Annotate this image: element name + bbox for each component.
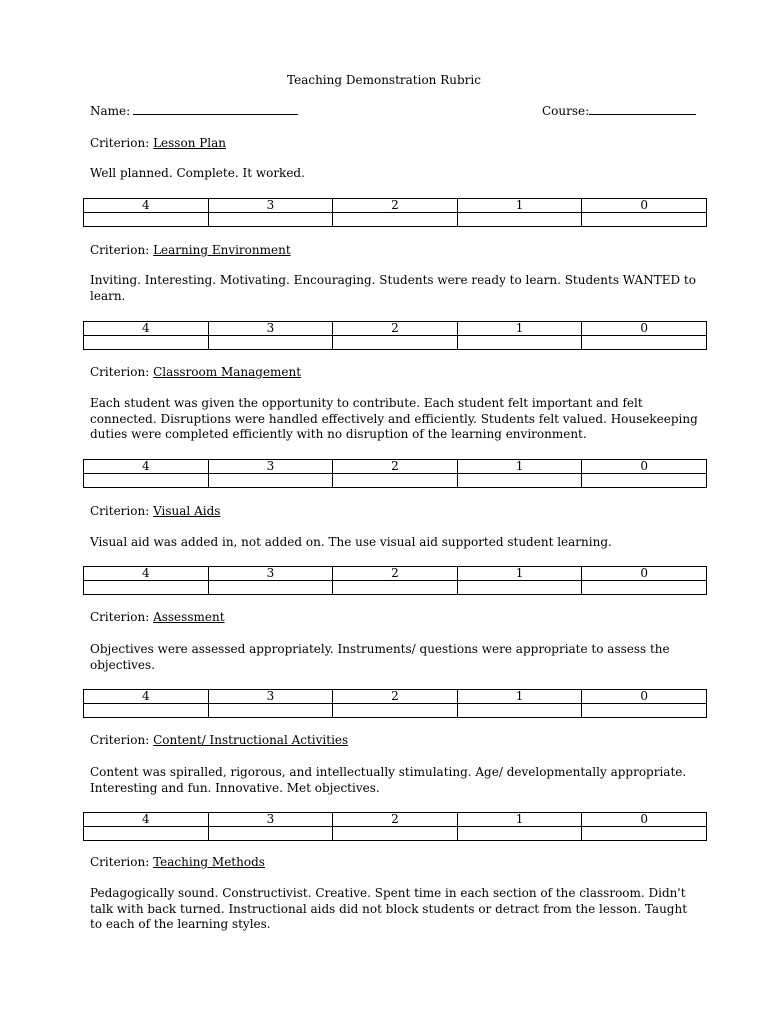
- name-field[interactable]: [90, 104, 298, 118]
- course-field[interactable]: [542, 104, 696, 118]
- score-cell-4[interactable]: [84, 581, 209, 595]
- criterion-description: Pedagogically sound. Constructivist. Creative. Spent time in each section of the classroom. Didn't talk with back turned. Instructional aids did not block students or detract from the lesson. Taught to each of the learning styles.: [90, 886, 688, 931]
- score-2: 2: [333, 567, 458, 581]
- course-label: Course:: [542, 104, 590, 118]
- criterion-prefix: Criterion:: [90, 136, 154, 150]
- score-2: 2: [333, 813, 458, 827]
- score-0: 0: [582, 690, 707, 704]
- score-1: 1: [457, 567, 582, 581]
- name-blank-line[interactable]: [133, 114, 298, 115]
- criterion-name: Lesson Plan: [153, 136, 227, 150]
- score-table: [83, 321, 707, 350]
- criterion-name: Teaching Methods: [153, 855, 265, 869]
- score-1: 1: [457, 460, 582, 474]
- score-3: 3: [208, 322, 333, 336]
- criterion-description: Content was spiralled, rigorous, and intellectually stimulating. Age/ developmentally appropriate. Interesting and fun. Innovative. Met objectives.: [90, 765, 687, 795]
- score-table: [83, 198, 707, 227]
- score-cell-4[interactable]: [84, 827, 209, 841]
- score-entry-row[interactable]: [84, 704, 707, 718]
- score-cell-0[interactable]: [582, 704, 707, 718]
- score-entry-row[interactable]: [84, 474, 707, 488]
- score-cell-0[interactable]: [582, 581, 707, 595]
- score-cell-4[interactable]: [84, 704, 209, 718]
- score-table: [83, 812, 707, 841]
- score-1: 1: [457, 813, 582, 827]
- score-cell-3[interactable]: [208, 336, 333, 350]
- score-cell-4[interactable]: [84, 213, 209, 227]
- score-cell-1[interactable]: [457, 336, 582, 350]
- score-2: 2: [333, 322, 458, 336]
- criterion-name: Assessment: [153, 610, 225, 624]
- score-cell-2[interactable]: [333, 581, 458, 595]
- score-entry-row[interactable]: [84, 336, 707, 350]
- score-2: 2: [333, 690, 458, 704]
- criterion-heading: [90, 243, 291, 257]
- score-cell-2[interactable]: [333, 213, 458, 227]
- criterion-heading: [90, 504, 220, 518]
- score-cell-1[interactable]: [457, 827, 582, 841]
- score-cell-0[interactable]: [582, 474, 707, 488]
- criterion-description: Each student was given the opportunity to contribute. Each student felt important and felt connected. Disruptions were handled effectively and efficiently. Students felt valued. Housekeeping duties were completed efficiently with no disruption of the learning environment.: [90, 396, 698, 441]
- criterion-description: Well planned. Complete. It worked.: [90, 166, 305, 180]
- score-cell-4[interactable]: [84, 474, 209, 488]
- score-header-row: [84, 199, 707, 213]
- score-header-row: [84, 690, 707, 704]
- score-cell-1[interactable]: [457, 474, 582, 488]
- score-4: 4: [84, 199, 209, 213]
- score-4: 4: [84, 460, 209, 474]
- score-table: [83, 566, 707, 595]
- score-table: [83, 459, 707, 488]
- score-3: 3: [208, 690, 333, 704]
- score-header-row: [84, 460, 707, 474]
- score-cell-4[interactable]: [84, 336, 209, 350]
- criterion-prefix: Criterion:: [90, 610, 154, 624]
- criterion-prefix: Criterion:: [90, 855, 154, 869]
- score-cell-3[interactable]: [208, 581, 333, 595]
- score-header-row: [84, 322, 707, 336]
- score-cell-3[interactable]: [208, 704, 333, 718]
- criterion-prefix: Criterion:: [90, 243, 154, 257]
- score-cell-3[interactable]: [208, 474, 333, 488]
- score-cell-2[interactable]: [333, 474, 458, 488]
- criterion-description: Inviting. Interesting. Motivating. Encouraging. Students were ready to learn. Students WANTED to learn.: [90, 273, 696, 303]
- score-0: 0: [582, 567, 707, 581]
- score-header-row: [84, 813, 707, 827]
- score-0: 0: [582, 322, 707, 336]
- score-1: 1: [457, 690, 582, 704]
- score-cell-2[interactable]: [333, 336, 458, 350]
- score-cell-0[interactable]: [582, 213, 707, 227]
- score-entry-row[interactable]: [84, 213, 707, 227]
- score-4: 4: [84, 813, 209, 827]
- score-entry-row[interactable]: [84, 581, 707, 595]
- criterion-name: Learning Environment: [153, 243, 291, 257]
- score-3: 3: [208, 199, 333, 213]
- criterion-heading: [90, 136, 226, 150]
- score-cell-3[interactable]: [208, 213, 333, 227]
- criterion-name: Content/ Instructional Activities: [153, 733, 349, 747]
- score-cell-1[interactable]: [457, 213, 582, 227]
- score-entry-row[interactable]: [84, 827, 707, 841]
- criterion-name: Classroom Management: [153, 365, 302, 379]
- score-cell-1[interactable]: [457, 704, 582, 718]
- score-0: 0: [582, 813, 707, 827]
- criterion-heading: [90, 733, 348, 747]
- criterion-description: Visual aid was added in, not added on. The use visual aid supported student learning.: [90, 535, 612, 549]
- criterion-description: Objectives were assessed appropriately. Instruments/ questions were appropriate to assess the objectives.: [90, 642, 670, 672]
- score-1: 1: [457, 322, 582, 336]
- score-4: 4: [84, 567, 209, 581]
- name-label: Name:: [90, 104, 131, 118]
- criterion-prefix: Criterion:: [90, 365, 154, 379]
- score-3: 3: [208, 813, 333, 827]
- criterion-heading: [90, 855, 265, 869]
- score-cell-0[interactable]: [582, 827, 707, 841]
- score-2: 2: [333, 199, 458, 213]
- criterion-name: Visual Aids: [153, 504, 221, 518]
- score-3: 3: [208, 460, 333, 474]
- score-cell-2[interactable]: [333, 704, 458, 718]
- score-2: 2: [333, 460, 458, 474]
- page-title: Teaching Demonstration Rubric: [287, 73, 481, 87]
- criterion-heading: [90, 365, 301, 379]
- score-header-row: [84, 567, 707, 581]
- score-4: 4: [84, 690, 209, 704]
- score-1: 1: [457, 199, 582, 213]
- score-cell-3[interactable]: [208, 827, 333, 841]
- score-cell-2[interactable]: [333, 827, 458, 841]
- score-cell-1[interactable]: [457, 581, 582, 595]
- course-blank-line[interactable]: [589, 114, 696, 115]
- score-0: 0: [582, 199, 707, 213]
- criterion-heading: [90, 610, 225, 624]
- score-3: 3: [208, 567, 333, 581]
- score-table: [83, 689, 707, 718]
- criterion-prefix: Criterion:: [90, 504, 154, 518]
- score-0: 0: [582, 460, 707, 474]
- score-cell-0[interactable]: [582, 336, 707, 350]
- criterion-prefix: Criterion:: [90, 733, 154, 747]
- score-4: 4: [84, 322, 209, 336]
